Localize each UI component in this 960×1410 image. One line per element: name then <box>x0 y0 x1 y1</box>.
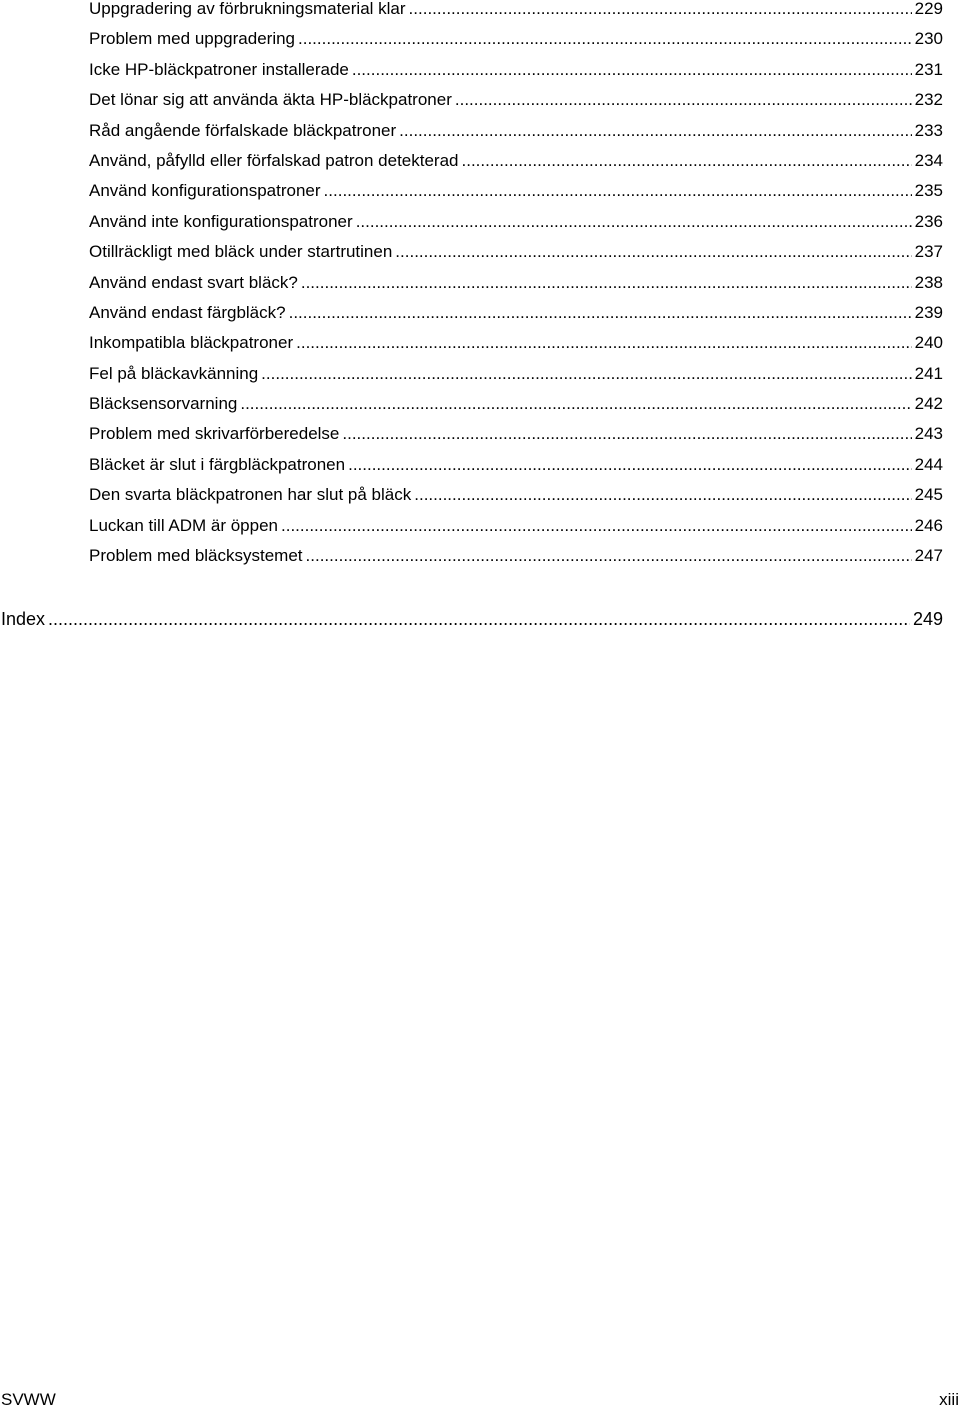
dot-leader <box>342 424 911 444</box>
toc-entry-page: 242 <box>914 394 943 414</box>
dot-leader <box>348 455 912 475</box>
toc-entry-title: Använd konfigurationspatroner <box>89 181 321 201</box>
toc-entry-title: Använd inte konfigurationspatroner <box>89 211 353 231</box>
toc-entry-page: 246 <box>914 515 943 535</box>
toc-entry-title: Det lönar sig att använda äkta HP-bläckpatroner <box>89 90 452 110</box>
toc-entry[interactable] <box>89 394 943 424</box>
toc-entry[interactable] <box>89 303 943 333</box>
toc-entry-page: 244 <box>914 454 943 474</box>
toc-index-page: 249 <box>912 609 943 629</box>
dot-leader <box>301 273 912 293</box>
toc-entry-page: 237 <box>914 242 943 262</box>
dot-leader <box>281 516 912 536</box>
toc-entry-title: Bläcket är slut i färgbläckpatronen <box>89 454 346 474</box>
toc-entry[interactable] <box>89 212 943 242</box>
toc-entry-title: Problem med skrivarförberedelse <box>89 424 340 444</box>
dot-leader <box>395 242 911 262</box>
toc-entry-page: 243 <box>914 424 943 444</box>
dot-leader <box>324 181 912 201</box>
toc-entry-page: 233 <box>914 120 943 140</box>
toc-entry-page: 231 <box>914 59 943 79</box>
dot-leader <box>399 121 911 141</box>
toc-entry[interactable] <box>89 516 943 546</box>
toc-entry-title: Problem med bläcksystemet <box>89 546 303 566</box>
footer-page-number: xiii <box>939 1390 959 1409</box>
dot-leader <box>298 29 912 49</box>
dot-leader <box>462 151 912 171</box>
dot-leader <box>296 333 912 353</box>
toc-entry-title: Använd, påfylld eller förfalskad patron detekterad <box>89 150 459 170</box>
toc-index-entry[interactable] <box>1 608 943 630</box>
toc-entry-page: 247 <box>914 546 943 566</box>
toc-entry-page: 230 <box>914 29 943 49</box>
toc-entry[interactable] <box>89 121 943 151</box>
dot-leader <box>352 60 912 80</box>
dot-leader <box>289 303 912 323</box>
toc-entry-title: Använd endast färgbläck? <box>89 302 286 322</box>
toc-entry[interactable] <box>89 333 943 363</box>
toc-entry-title: Bläcksensorvarning <box>89 394 238 414</box>
toc-entry-title: Luckan till ADM är öppen <box>89 515 278 535</box>
toc-entry[interactable] <box>89 151 943 181</box>
toc-entry-title: Inkompatibla bläckpatroner <box>89 333 294 353</box>
toc-entry-title: Råd angående förfalskade bläckpatroner <box>89 120 397 140</box>
toc-entry-title: Icke HP-bläckpatroner installerade <box>89 59 349 79</box>
toc-entry[interactable] <box>89 0 943 29</box>
toc-entry-page: 239 <box>914 302 943 322</box>
toc-entry[interactable] <box>89 546 943 576</box>
toc-entry-title: Den svarta bläckpatronen har slut på bläck <box>89 485 412 505</box>
toc-entry-page: 245 <box>914 485 943 505</box>
dot-leader <box>356 212 912 232</box>
toc-entry[interactable] <box>89 364 943 394</box>
toc-entry[interactable] <box>89 485 943 515</box>
toc-entry-page: 240 <box>914 333 943 353</box>
toc-entry[interactable] <box>89 181 943 211</box>
dot-leader <box>261 364 911 384</box>
toc-entry-page: 234 <box>914 150 943 170</box>
dot-leader <box>455 90 912 110</box>
toc-entry-page: 232 <box>914 90 943 110</box>
toc-entry[interactable] <box>89 29 943 59</box>
toc-list <box>89 0 943 576</box>
toc-entry-title: Problem med uppgradering <box>89 29 296 49</box>
toc-entry-page: 238 <box>914 272 943 292</box>
toc-entry-page: 236 <box>914 211 943 231</box>
toc-entry[interactable] <box>89 242 943 272</box>
toc-entry[interactable] <box>89 455 943 485</box>
toc-entry[interactable] <box>89 424 943 454</box>
toc-entry-title: Använd endast svart bläck? <box>89 272 298 292</box>
dot-leader <box>48 608 910 630</box>
toc-entry-title: Uppgradering av förbrukningsmaterial klar <box>89 0 406 18</box>
footer-section-label: SVWW <box>1 1390 56 1409</box>
toc-entry-page: 229 <box>914 0 943 18</box>
toc-entry[interactable] <box>89 60 943 90</box>
toc-entry-page: 241 <box>914 363 943 383</box>
toc-entry[interactable] <box>89 273 943 303</box>
toc-entry-title: Fel på bläckavkänning <box>89 363 259 383</box>
dot-leader <box>240 394 911 414</box>
toc-entry[interactable] <box>89 90 943 120</box>
toc-entry-title: Otillräckligt med bläck under startrutinen <box>89 242 393 262</box>
dot-leader <box>414 485 911 505</box>
toc-entry-page: 235 <box>914 181 943 201</box>
toc-index-title: Index <box>1 609 46 629</box>
dot-leader <box>306 546 912 566</box>
dot-leader <box>409 0 912 19</box>
